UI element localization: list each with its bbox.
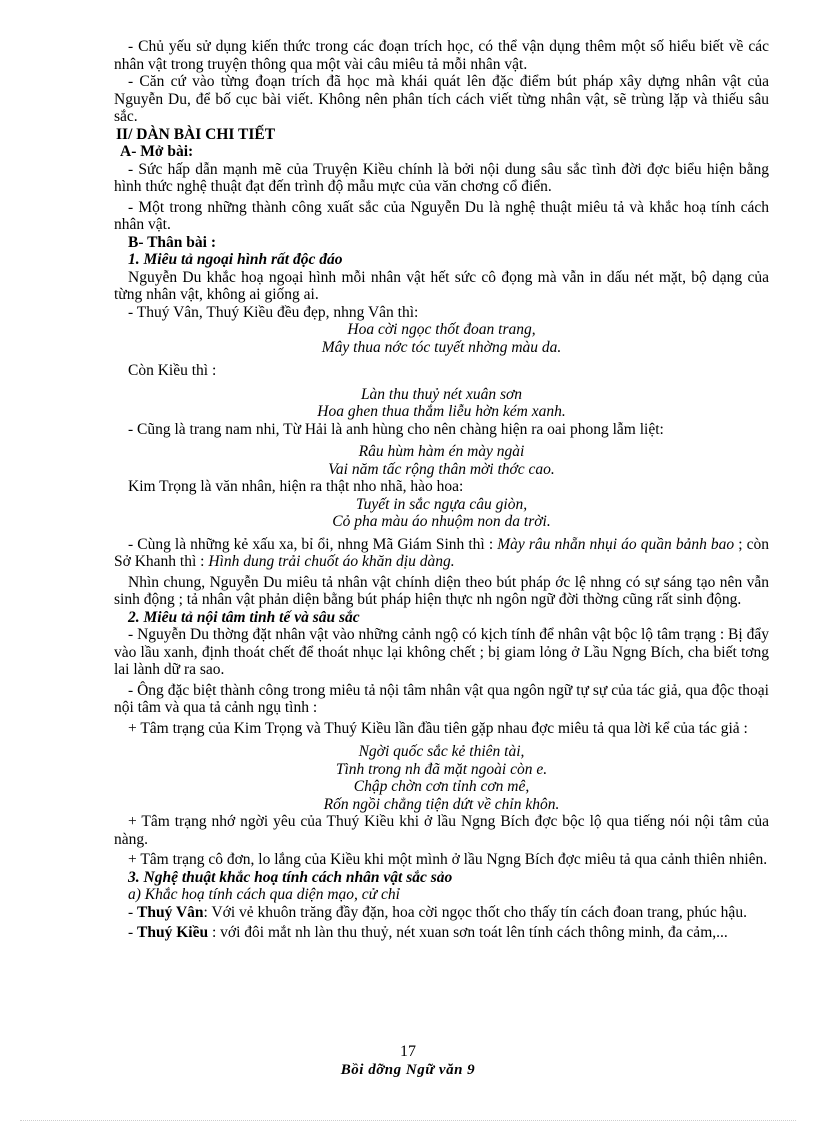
intro-paragraph-1: - Chủ yếu sử dụng kiến thức trong các đoạn trích học, có thể vận dụng thêm một số hiểu biết về các nhân vật trong truyện thông qua một vài câu miêu tả mỗi nhân vật. bbox=[114, 38, 769, 73]
part-a-heading: A- Mở bài: bbox=[120, 143, 194, 160]
subsection-3a-heading: a) Khắc hoạ tính cách qua diện mạo, cử chỉ bbox=[128, 886, 400, 903]
subsection-3-heading: 3. Nghệ thuật khắc hoạ tính cách nhân vật sắc sảo bbox=[128, 868, 453, 886]
page-number: 17 bbox=[400, 1043, 416, 1060]
verse-line: Vai năm tấc rộng thân mời thớc cao. bbox=[328, 460, 555, 478]
villains-text: - Cùng là những kẻ xấu xa, bỉ ổi, nhng Mã Giám Sinh thì : bbox=[128, 535, 498, 553]
part-b-heading: B- Thân bài : bbox=[128, 233, 217, 251]
verse-line: Chập chờn cơn tỉnh cơn mê, bbox=[353, 778, 530, 795]
footer-title: Bồi dỡng Ngữ văn 9 bbox=[340, 1062, 476, 1078]
verse-line: Tình trong nh đã mặt ngoài còn e. bbox=[335, 760, 548, 778]
subsection-2-paragraph-4: + Tâm trạng nhớ ngời yêu của Thuý Kiều khi ở lầu Ngng Bích đợc bộc lộ qua tiếng nói nội tâm của nàng. bbox=[114, 813, 769, 848]
so-khanh-quote: Hình dung trải chuốt áo khăn dịu dàng. bbox=[208, 553, 455, 570]
part-a-paragraph-2: - Một trong những thành công xuất sắc của Nguyễn Du là nghệ thuật miêu tả và khắc hoạ tính cách nhân vật. bbox=[114, 198, 769, 233]
subsection-2-paragraph-1: - Nguyễn Du thờng đặt nhân vật vào những cảnh ngộ có kịch tính để nhân vật bộc lộ tâm trạng : Bị đẩy vào lầu xanh, định thoát chết để thoát nhục lại không chết ; bị giam lỏng ở Lầu Ngng Bích, cha biết tơng lai lành dữ ra sao. bbox=[114, 626, 769, 678]
verse-line: Làn thu thuỷ nét xuân sơn bbox=[360, 385, 523, 403]
subsection-2-paragraph-2: - Ông đặc biệt thành công trong miêu tả nội tâm nhân vật qua ngôn ngữ tự sự của tác giả, qua độc thoại nội tâm và qua tả cảnh ngụ tình : bbox=[114, 681, 769, 716]
subsection-1-tu-hai: - Cũng là trang nam nhi, Từ Hải là anh hùng cho nên chàng hiện ra oai phong lẫm liệt: bbox=[128, 420, 664, 438]
intro-paragraph-2: - Căn cứ vào từng đoạn trích đã học mà khái quát lên đặc điểm bút pháp xây dựng nhân vật của Nguyễn Du, để bố cục bài viết. Không nên phân tích cách viết từng nhân vật, sẽ trùng lặp và thiếu sâu sắc. bbox=[114, 73, 769, 125]
verse-line: Tuyết in sắc ngựa câu giòn, bbox=[355, 495, 528, 513]
subsection-1-intro-kieu: Còn Kiều thì : bbox=[128, 362, 217, 379]
ma-giam-sinh-quote: Mày râu nhẵn nhụi áo quần bảnh bao bbox=[497, 535, 735, 553]
subsection-2-paragraph-3: + Tâm trạng của Kim Trọng và Thuý Kiều lần đầu tiên gặp nhau đợc miêu tả qua lời kể của tác giả : bbox=[128, 719, 748, 737]
subsection-1-heading: 1. Miêu tả ngoại hình rất độc đáo bbox=[128, 251, 343, 268]
part-a-paragraph-1: - Sức hấp dẫn mạnh mẽ của Truyện Kiều chính là bởi nội dung sâu sắc tình đời đợc biểu hiện bằng hình thức nghệ thuật đạt đến trình độ mẫu mực của văn chơng cổ điển. bbox=[114, 160, 769, 195]
subsection-1-intro-van: - Thuý Vân, Thuý Kiều đều đẹp, nhng Vân thì: bbox=[128, 303, 419, 321]
villains-text-2: ; còn Sở Khanh thì : bbox=[114, 535, 769, 570]
verse-line: Hoa ghen thua thắm liễu hờn kém xanh. bbox=[317, 403, 566, 420]
thuy-kieu-text: : với đôi mắt nh làn thu thuỷ, nét xuan sơn toát lên tính cách thông minh, đa cảm,... bbox=[208, 924, 728, 941]
verse-line: Râu hùm hàm én mày ngài bbox=[358, 443, 525, 460]
subsection-3-thuy-kieu: - Thuý Kiều : với đôi mắt nh làn thu thuỷ, nét xuan sơn toát lên tính cách thông minh, đa cảm,... bbox=[128, 924, 728, 941]
section-heading: II/ DÀN BÀI CHI TIẾT bbox=[116, 125, 276, 143]
subsection-1-kim-trong: Kim Trọng là văn nhân, hiện ra thật nho nhã, hào hoa: bbox=[128, 478, 464, 495]
subsection-1-summary: Nhìn chung, Nguyễn Du miêu tả nhân vật chính diện theo bút pháp ớc lệ nhng có sự sáng tạo nên vẫn sinh động ; tả nhân vật phản diện bằng bút pháp hiện thực nh ngôn ngữ đời thờng cũng rất sinh động. bbox=[114, 573, 769, 608]
bottom-divider bbox=[20, 1120, 796, 1121]
subsection-2-heading: 2. Miêu tả nội tâm tinh tế và sâu sắc bbox=[128, 608, 360, 626]
thuy-kieu-name: Thuý Kiều bbox=[137, 924, 209, 941]
verse-line: Mây thua nớc tóc tuyết nhờng màu da. bbox=[321, 338, 562, 356]
subsection-1-paragraph: Nguyễn Du khắc hoạ ngoại hình mỗi nhân vật hết sức cô đọng mà vẫn in dấu nét mặt, bộ dạng của từng nhân vật, không ai giống ai. bbox=[114, 268, 769, 303]
document-body bbox=[114, 38, 769, 942]
subsection-1-villains bbox=[114, 536, 769, 571]
thuy-van-name: Thuý Vân bbox=[137, 903, 204, 921]
verse-line: Cỏ pha màu áo nhuộm non da trời. bbox=[332, 513, 551, 530]
verse-line: Ngời quốc sắc kẻ thiên tài, bbox=[358, 743, 525, 760]
verse-line: Hoa cời ngọc thốt đoan trang, bbox=[347, 321, 536, 338]
verse-line: Rốn ngồi chẳng tiện dứt về chỉn khôn. bbox=[323, 795, 560, 813]
subsection-3-thuy-van: - Thuý Vân: Với vẻ khuôn trăng đầy đặn, hoa cời ngọc thốt cho thấy tín cách đoan trang, phúc hậu. bbox=[128, 903, 747, 921]
subsection-2-paragraph-5: + Tâm trạng cô đơn, lo lắng của Kiều khi một mình ở lầu Ngng Bích đợc miêu tả qua cảnh thiên nhiên. bbox=[128, 851, 768, 868]
thuy-van-text: : Với vẻ khuôn trăng đầy đặn, hoa cời ngọc thốt cho thấy tín cách đoan trang, phúc hậu. bbox=[203, 903, 747, 921]
